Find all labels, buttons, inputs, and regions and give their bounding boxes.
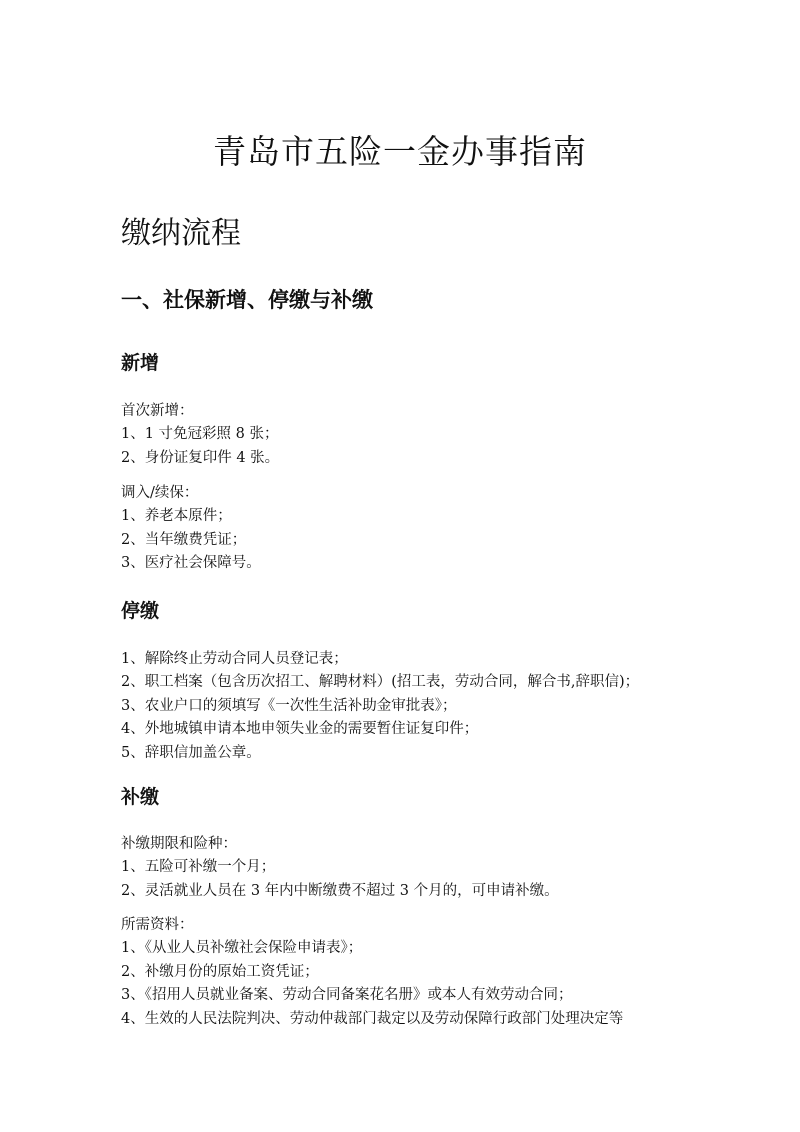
list-item: 1、1 寸免冠彩照 8 张； [121,426,279,443]
list-item: 5、辞职信加盖公章。 [121,744,261,761]
heading-tingjiao: 停缴 [121,600,160,622]
list-item: 2、身份证复印件 4 张。 [121,449,280,466]
section-heading: 缴纳流程 [121,216,241,251]
list-item: 3、《招用人员就业备案、劳动合同备案花名册》或本人有效劳动合同； [121,987,573,1004]
list-item: 2、灵活就业人员在 3 年内中断缴费不超过 3 个月的，可申请补缴。 [121,882,559,899]
list-item: 补缴期限和险种： [121,836,237,852]
list-item: 4、生效的人民法院判决、劳动仲裁部门裁定以及劳动保障行政部门处理决定等 [121,1010,624,1027]
list-item: 1、五险可补缴一个月； [121,859,276,876]
list-item: 1、养老本原件； [121,508,232,525]
tingjiao-list [121,648,741,765]
list-item: 2、职工档案（包含历次招工、解聘材料）(招工表，劳动合同，解合书,辞职信)； [121,674,640,691]
list-item: 1、《从业人员补缴社会保险申请表》； [121,940,363,957]
list-item: 调入/续保： [121,485,199,501]
list-item: 首次新增： [121,403,194,419]
heading-bujiao: 补缴 [121,786,160,808]
xinzeng-first-list [121,400,741,470]
list-item: 3、农业户口的须填写《一次性生活补助金审批表》； [121,697,457,714]
bujiao-materials-list [121,914,741,1031]
list-item: 3、医疗社会保障号。 [121,555,261,572]
document-title: 青岛市五险一金办事指南 [213,132,587,171]
list-item: 2、补缴月份的原始工资凭证； [121,963,319,980]
heading-xinzeng: 新增 [121,352,160,374]
list-item: 2、当年缴费凭证； [121,531,247,548]
bujiao-period-list [121,833,741,903]
list-item: 所需资料： [121,917,194,933]
subsection-heading: 一、社保新增、停缴与补缴 [121,287,373,312]
xinzeng-transfer-list [121,482,741,576]
list-item: 1、解除终止劳动合同人员登记表； [121,651,348,667]
list-item: 4、外地城镇申请本地申领失业金的需要暂住证复印件； [121,721,479,738]
